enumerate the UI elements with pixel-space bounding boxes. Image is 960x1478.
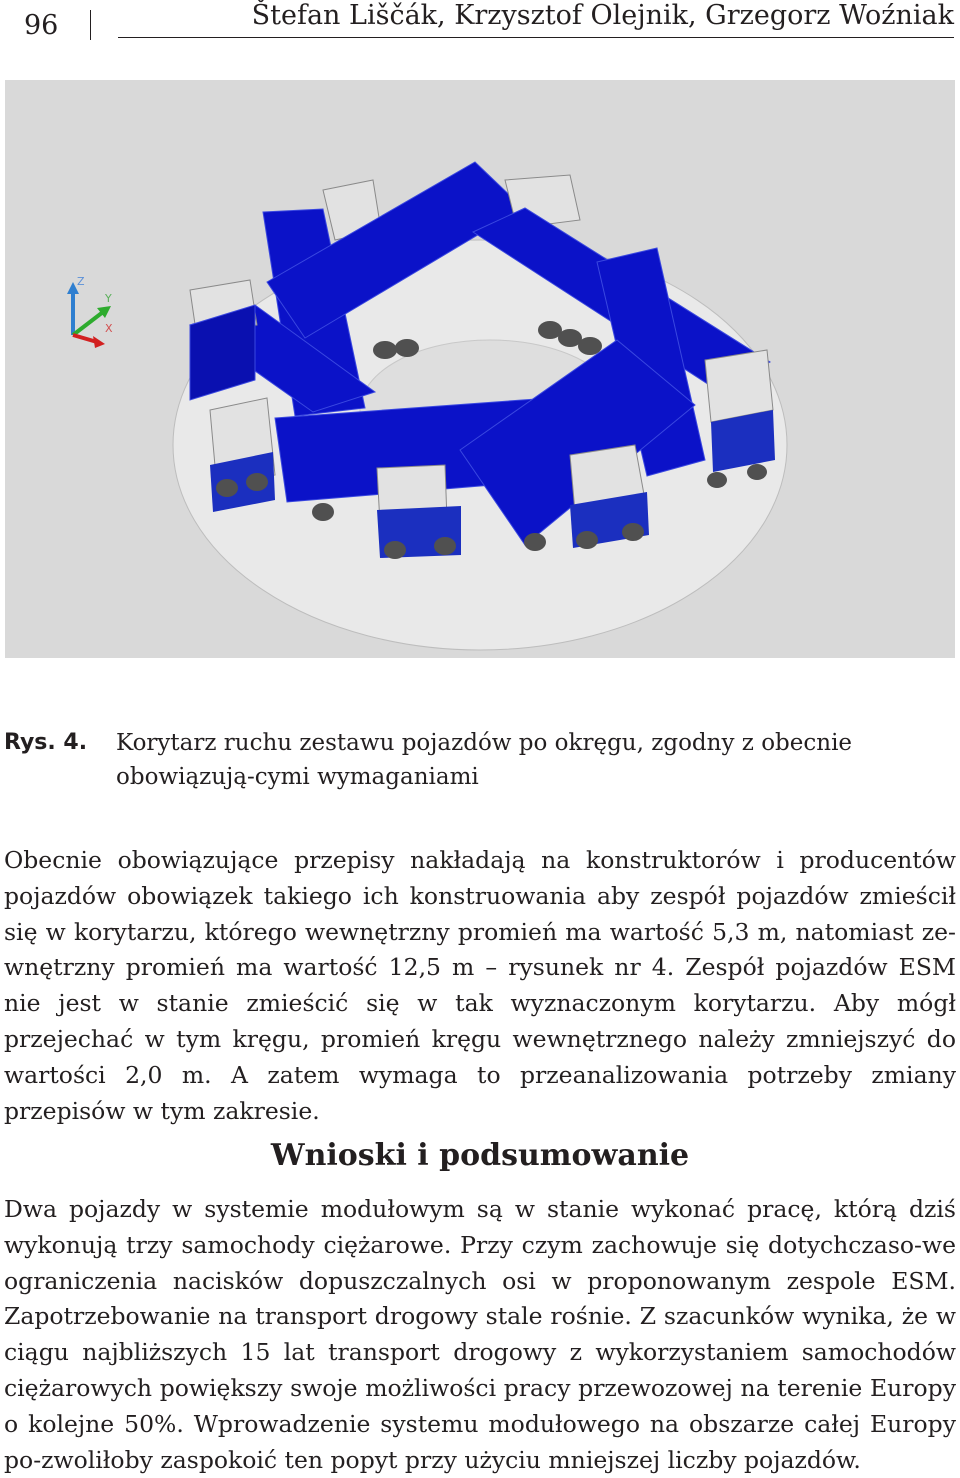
wheel	[384, 541, 406, 559]
x-axis-label: X	[105, 322, 113, 335]
wheel	[578, 337, 602, 355]
figure-vehicle-corridor	[5, 80, 955, 658]
wheel	[246, 473, 268, 491]
axis-gizmo	[67, 275, 113, 348]
wheel	[312, 503, 334, 521]
body-paragraph-1: Obecnie obowiązujące przepisy nakładają na konstruktorów i producentów pojazdów obowiązek takiego ich konstruowania aby zespół pojazdów zmieścił się w korytarzu, którego wewnętrzny promień ma wartość 5,3 m, natomiast ze-wnętrzny promień ma wartość 12,5 m – rysunek nr 4. Zespół pojazdów ESM nie jest w stanie zmieścić się w tak wyznaczonym korytarzu. Aby mógł przejechać w tym kręgu, promień kręgu wewnętrznego należy zmniejszyć do wartości 2,0 m. A zatem wymaga to przeanalizowania potrzeby zmiany przepisów w tym zakresie.	[4, 846, 956, 1125]
page-number: 96	[24, 10, 59, 41]
wheel	[622, 523, 644, 541]
truck-cab	[705, 350, 773, 422]
wheel	[373, 341, 397, 359]
x-axis-line	[73, 335, 97, 342]
wheel	[747, 464, 767, 480]
body-paragraph-2: Dwa pojazdy w systemie modułowym są w stanie wykonać pracę, którą dziś wykonują trzy samochody ciężarowe. Przy czym zachowuje się dotychczaso-we ograniczenia nacisków dopuszczalnych osi w proponowanym zespole ESM. Zapotrzebowanie na transport drogowy stale rośnie. Z szacunków wynika, że w ciągu najbliższych 15 lat transport drogowy z wykorzystaniem samochodów ciężarowych powiększy swoje możliwości pracy przewozowej na terenie Europy o kolejne 50%. Wprowadzenie systemu modułowego na obszarze całej Europy po-zwoliłoby zaspokoić ten popyt przy użyciu mniejszej liczby pojazdów.	[4, 1195, 956, 1474]
wheel	[395, 339, 419, 357]
x-axis-arrow	[93, 336, 105, 348]
y-axis-label: Y	[105, 292, 112, 305]
figure-caption-label: Rys. 4.	[4, 730, 88, 755]
figure-caption-text: Korytarz ruchu zestawu pojazdów po okręgu, zgodny z obecnie obowiązują-cymi wymaganiami	[116, 730, 853, 790]
page-header	[0, 0, 960, 46]
wheel	[216, 479, 238, 497]
y-axis-line	[73, 312, 103, 335]
header-separator	[90, 10, 91, 40]
header-authors: Štefan Liščák, Krzysztof Olejnik, Grzegorz Woźniak	[251, 0, 954, 31]
wheel	[434, 537, 456, 555]
wheel	[576, 531, 598, 549]
truck-front-left	[210, 398, 275, 512]
figure-drawing	[5, 80, 955, 658]
wheel	[524, 533, 546, 551]
wheel	[707, 472, 727, 488]
header-rule	[118, 37, 954, 38]
section-heading: Wnioski i podsumowanie	[270, 1138, 690, 1173]
z-axis-label: Z	[77, 275, 85, 288]
